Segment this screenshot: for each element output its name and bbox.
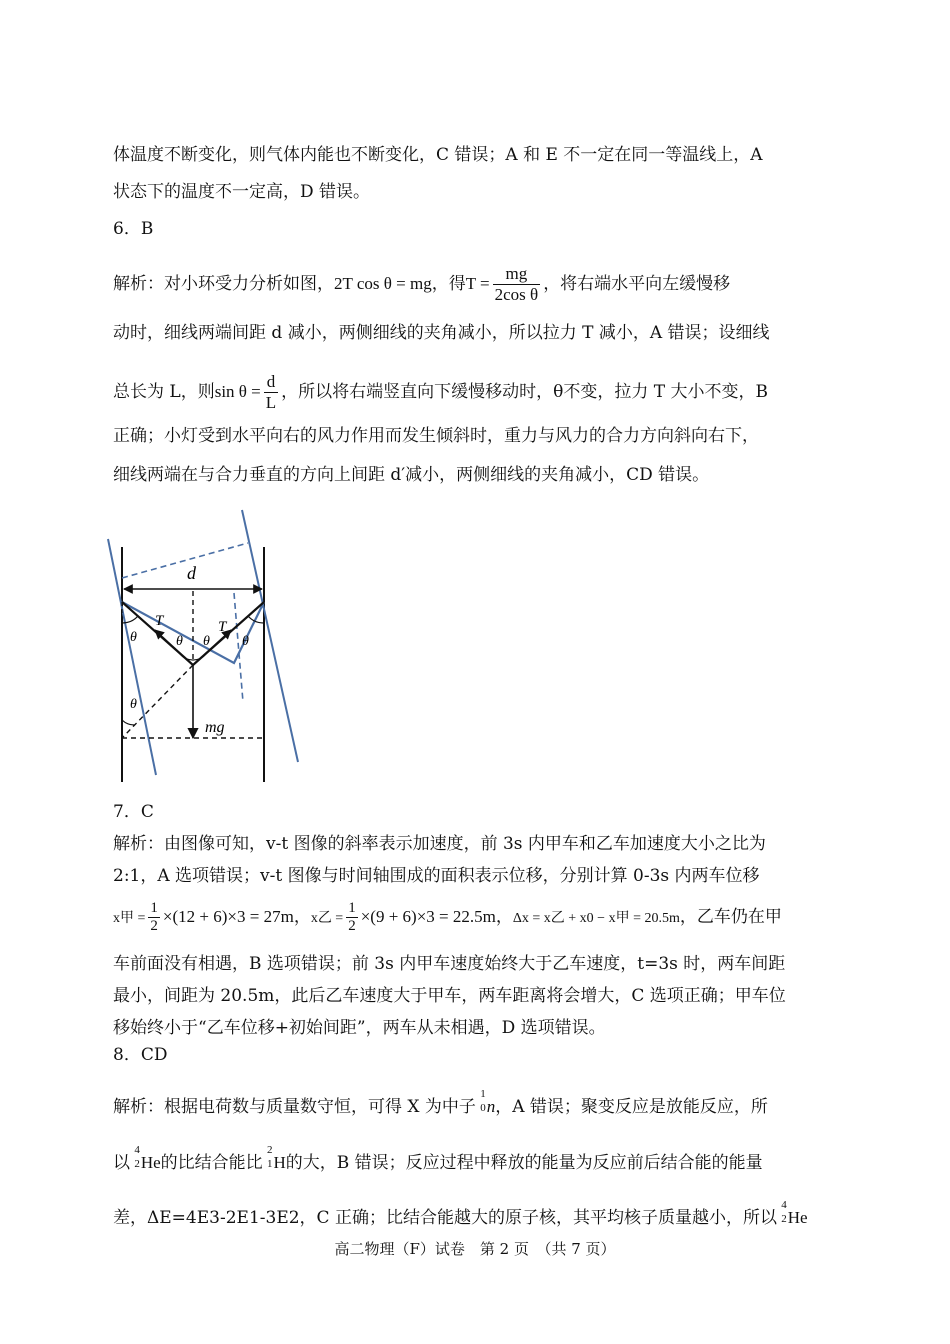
text-line: x甲 = $\frac{1}{2}$ ×(12 + 6)×3 = 27m，x乙 = $\frac{1}{2}$ ×(9 + 6)×3 = 22.5m，Δx = x乙 + x0 − x甲 = 20.5m，乙车仍在甲 bbox=[113, 900, 782, 934]
fraction-numerator: d bbox=[264, 372, 278, 393]
helium-symbol: 4 2 He bbox=[134, 1144, 161, 1172]
equation: Δx = x乙 + x0 − x甲 = 20.5m bbox=[512, 911, 680, 926]
fraction bbox=[264, 372, 278, 413]
label-theta: θ bbox=[130, 697, 137, 712]
text-line: 细线两端在与合力垂直的方向上间距 d′减小，两侧细线的夹角减小，CD 错误。 bbox=[113, 465, 710, 485]
text-segment: 的比结合能比 bbox=[160, 1153, 263, 1173]
question-number: 7．C bbox=[113, 802, 154, 822]
equation: x甲 = bbox=[113, 911, 146, 926]
equation: ×(12 + 6)×3 = 27m bbox=[162, 907, 294, 926]
text-segment: 解析：根据电荷数与质量数守恒，可得 X 为中子 bbox=[113, 1097, 476, 1117]
equation: ×(9 + 6)×3 = 22.5m bbox=[360, 907, 496, 926]
text-segment: 总长为 L，则 bbox=[113, 382, 215, 402]
text-line: 最小，间距为 20.5m，此后乙车速度大于甲车，两车距离将会增大，C 选项正确；甲车位 bbox=[113, 986, 786, 1006]
text-line bbox=[113, 1088, 768, 1119]
text-line: 解析：由图像可知，v-t 图像的斜率表示加速度，前 3s 内甲车和乙车加速度大小之比为 bbox=[113, 834, 766, 854]
fraction-numerator: mg bbox=[493, 264, 541, 285]
text-line: 正确；小灯受到水平向右的风力作用而发生倾斜时，重力与风力的合力方向斜向右下， bbox=[113, 426, 759, 446]
text-line: 移始终小于“乙车位移+初始间距”，两车从未相遇，D 选项错误。 bbox=[113, 1018, 606, 1038]
fraction-numerator: 1 bbox=[348, 900, 356, 916]
text-segment: ，乙车仍在甲 bbox=[679, 907, 782, 927]
text-line bbox=[113, 372, 768, 413]
text-line: 体温度不断变化，则气体内能也不断变化，C 错误；A 和 E 不一定在同一等温线上，A bbox=[113, 145, 763, 165]
force-diagram bbox=[100, 505, 320, 790]
label-theta: θ bbox=[242, 634, 249, 649]
tilted-span-line bbox=[122, 543, 248, 578]
text-segment: 以 bbox=[113, 1153, 130, 1173]
question-number: 8．CD bbox=[113, 1045, 168, 1065]
text-line bbox=[113, 264, 730, 305]
helium-symbol: 4 2 He bbox=[781, 1199, 808, 1227]
angle-arc bbox=[122, 720, 135, 725]
fraction-denominator: 2cos θ bbox=[494, 285, 539, 304]
label-theta: θ bbox=[203, 634, 210, 649]
equation: 2T cos θ = mg bbox=[334, 274, 432, 293]
page-footer: 高二物理（F）试卷 第 2 页 （共 7 页） bbox=[334, 1240, 616, 1258]
text-segment: ，所以将右端竖直向下缓慢移动时，θ不变，拉力 T 大小不变，B bbox=[281, 382, 769, 402]
equation: T = bbox=[465, 274, 490, 293]
question-number: 6．B bbox=[113, 219, 154, 239]
tilted-right-line bbox=[242, 510, 298, 762]
text-segment: 的大，B 错误；反应过程中释放的能量为反应前后结合能的能量 bbox=[285, 1153, 763, 1173]
label-theta: θ bbox=[176, 634, 183, 649]
text-line bbox=[113, 1144, 763, 1175]
fraction bbox=[493, 264, 541, 305]
text-segment: ，将右端水平向左缓慢移 bbox=[543, 274, 731, 294]
text-line: 2:1，A 选项错误；v-t 图像与时间轴围成的面积表示位移，分别计算 0-3s 内两车位移 bbox=[113, 866, 760, 886]
fraction-denominator: L bbox=[265, 393, 277, 412]
label-tension: T bbox=[218, 619, 227, 635]
text-segment: 差，ΔE=4E3-2E1-3E2，C 正确；比结合能越大的原子核，其平均核子质量越小，所以 bbox=[113, 1208, 777, 1228]
text-segment: 解析：对小环受力分析如图， bbox=[113, 274, 334, 294]
label-gravity: mg bbox=[205, 719, 225, 736]
text-line bbox=[113, 1199, 808, 1230]
text-line: 状态下的温度不一定高，D 错误。 bbox=[113, 182, 371, 202]
label-tension: T bbox=[155, 613, 164, 629]
deuterium-symbol: 2 1 H bbox=[266, 1144, 286, 1172]
text-segment: ，A 错误；聚变反应是放能反应，所 bbox=[495, 1097, 768, 1117]
equation: x乙 = bbox=[310, 911, 344, 926]
text-line: 动时，细线两端间距 d 减小，两侧细线的夹角减小，所以拉力 T 减小，A 错误；设细线 bbox=[113, 323, 770, 343]
equation: sin θ = bbox=[214, 382, 261, 401]
fraction bbox=[346, 900, 358, 935]
fraction bbox=[148, 900, 160, 935]
label-d: d bbox=[187, 563, 196, 583]
fraction-denominator: 2 bbox=[150, 918, 158, 934]
text-segment: ，得 bbox=[431, 274, 466, 294]
fraction-numerator: 1 bbox=[150, 900, 158, 916]
fraction-denominator: 2 bbox=[348, 918, 356, 934]
label-theta: θ bbox=[130, 630, 137, 645]
text-line: 车前面没有相遇，B 选项错误；前 3s 内甲车速度始终大于乙车速度，t=3s 时，两车间距 bbox=[113, 954, 786, 974]
neutron-symbol: 1 0 n bbox=[480, 1088, 496, 1116]
